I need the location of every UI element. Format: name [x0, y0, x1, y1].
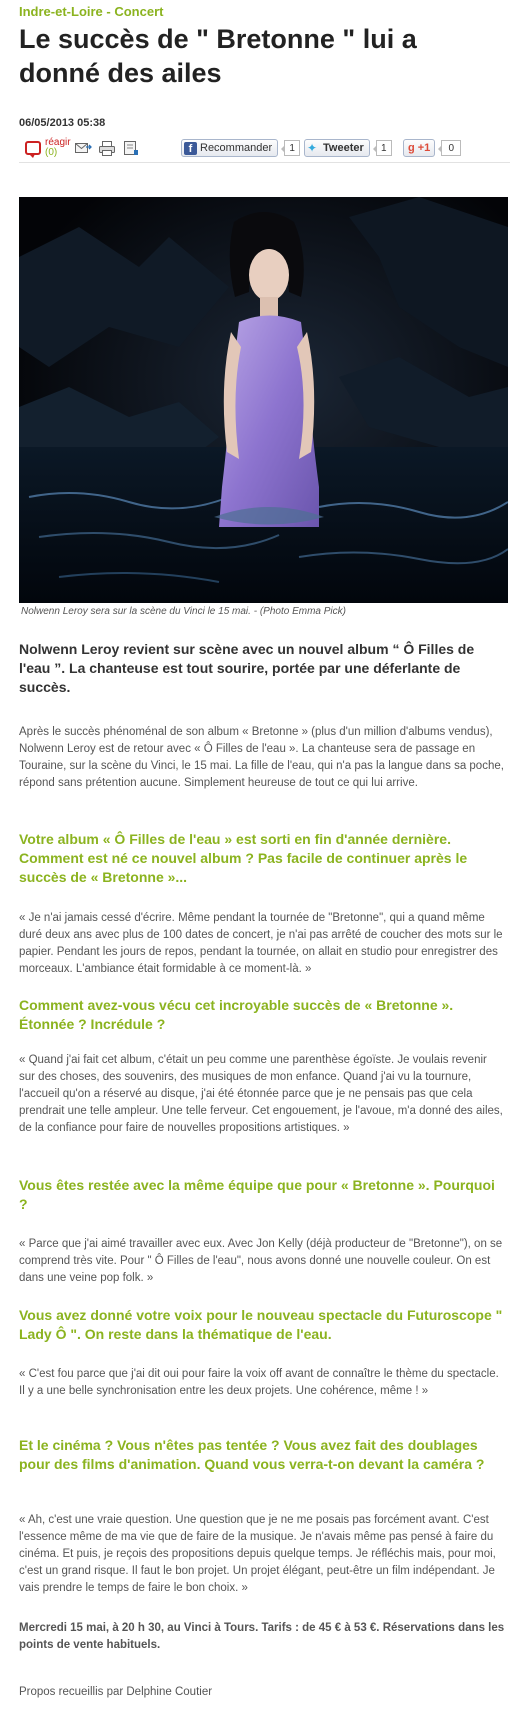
- article-intro: Après le succès phénoménal de son album « Bretonne » (plus d'un million d'albums vendus), Nolwenn Leroy est de retour avec « Ô Filles de l'eau ». La chanteuse sera de passage en Touraine, sur la scène du Vinci, le 15 mai. La fille de l'eau, qui n'a pas la langue dans sa poche, répond sans prétention aucune. Simplement heureuse de tout ce qui lui arrive.: [19, 726, 504, 789]
- twitter-label: Tweeter: [323, 142, 364, 154]
- article-photo: [19, 197, 508, 603]
- photo-caption: Nolwenn Leroy sera sur la scène du Vinci le 15 mai. - (Photo Emma Pick): [21, 606, 346, 617]
- gplus-button[interactable]: [403, 139, 435, 157]
- interview-question: Votre album « Ô Filles de l'eau » est sorti en fin d'année dernière. Comment est né ce nouvel album ? Pas facile de continuer après le succès de « Bretonne »...: [19, 831, 468, 885]
- share-toolbar: [19, 138, 510, 163]
- tweet-button[interactable]: [304, 139, 370, 157]
- twitter-count: 1: [376, 140, 392, 156]
- article-rubric[interactable]: Indre-et-Loire - Concert: [19, 4, 164, 19]
- twitter-icon: ✦: [307, 140, 318, 155]
- interview-question: Et le cinéma ? Vous n'êtes pas tentée ? Vous avez fait des doublages pour des films d'animation. Quand vous verra-t-on devant la caméra ?: [19, 1437, 485, 1472]
- react-count: (0): [45, 147, 58, 158]
- google-plus-icon: g: [408, 142, 415, 154]
- print-icon: [99, 141, 115, 156]
- print-button[interactable]: [99, 138, 115, 158]
- interview-answer: « Parce que j'ai aimé travailler avec eux. Avec Jon Kelly (déjà producteur de "Bretonne"), on se comprend très vite. Pour " Ô Filles de l'eau", nous avons donné une nouvelle couleur. On est dans une veine pop folk. »: [19, 1238, 503, 1284]
- photo-illustration: [19, 197, 508, 603]
- interview-answer: « Quand j'ai fait cet album, c'était un peu comme une parenthèse égoïste. Je voulais revenir sur des choses, des souvenirs, des musiques de mon enfance. Quand j'ai vu la tournure, l'accueil qu'on a réservé au disque, j'ai été étonnée parce que je ne pensais pas que cela prendrait une telle ampleur. Une telle ferveur. Cet engouement, je l'avoue, m'a donné des ailes, de la confiance pour faire de nouvelles propositions artistiques. »: [19, 1054, 503, 1134]
- facebook-count: 1: [284, 140, 300, 156]
- email-button[interactable]: [75, 138, 92, 158]
- facebook-label: Recommander: [200, 142, 273, 154]
- interview-answer: « Je n'ai jamais cessé d'écrire. Même pendant la tournée de "Bretonne", qui a quand même duré deux ans avec plus de 100 dates de concert, je n'ai pas arrêté de coucher des mots sur le papier. Pendant les jours de repos, pendant la tournée, on allait en studio pour enregistrer des morceaux. L'ambiance était formidable à ce moment-là. »: [19, 912, 503, 975]
- facebook-icon: f: [184, 142, 197, 155]
- comment-icon: [25, 141, 41, 155]
- interview-question: Comment avez-vous vécu cet incroyable succès de « Bretonne ». Étonnée ? Incrédule ?: [19, 997, 454, 1032]
- article-headline: Le succès de " Bretonne " lui a donné des ailes: [19, 24, 417, 88]
- interview-answer: « Ah, c'est une vraie question. Une question que je ne me posais pas forcément avant. C'est l'essence même de ma vie que de faire de la musique. Je n'avais même pas pensé à faire du cinéma. Et puis, je reçois des propositions depuis quelque temps. Je réfléchis mais, pour moi, c'est un grand risque. Il faut le bon projet. Un projet élégant, peut-être un film indépendant. Je vais prendre le temps de faire le bon choix. »: [19, 1514, 496, 1594]
- save-button[interactable]: [124, 138, 139, 158]
- interview-question: Vous avez donné votre voix pour le nouveau spectacle du Futuroscope " Lady Ô ". On reste dans la thématique de l'eau.: [19, 1307, 503, 1342]
- save-icon: [124, 141, 139, 156]
- practical-info: Mercredi 15 mai, à 20 h 30, au Vinci à Tours. Tarifs : de 45 € à 53 €. Réservations dans les points de vente habituels.: [19, 1622, 505, 1651]
- react-button[interactable]: [25, 138, 71, 158]
- article-signature: Propos recueillis par Delphine Coutier: [19, 1686, 213, 1698]
- gplus-share: [403, 138, 461, 158]
- gplus-count: 0: [441, 140, 461, 156]
- facebook-recommend: [181, 138, 300, 158]
- gplus-label: +1: [417, 142, 431, 154]
- react-label: réagir: [45, 137, 71, 148]
- email-icon: [75, 141, 92, 155]
- article-lead: Nolwenn Leroy revient sur scène avec un nouvel album “ Ô Filles de l'eau ”. La chanteuse est tout sourire, portée par une déferlante de succès.: [19, 641, 475, 695]
- facebook-recommend-button[interactable]: [181, 139, 278, 157]
- interview-answer: « C'est fou parce que j'ai dit oui pour faire la voix off avant de connaître le thème du spectacle. Il y a une belle synchronisation entre les deux projets. Une cohérence, même ! »: [19, 1368, 499, 1397]
- article-date: 06/05/2013 05:38: [19, 117, 106, 129]
- interview-question: Vous êtes restée avec la même équipe que pour « Bretonne ». Pourquoi ?: [19, 1177, 495, 1212]
- react-label-group: [45, 138, 71, 158]
- twitter-share: [304, 138, 392, 158]
